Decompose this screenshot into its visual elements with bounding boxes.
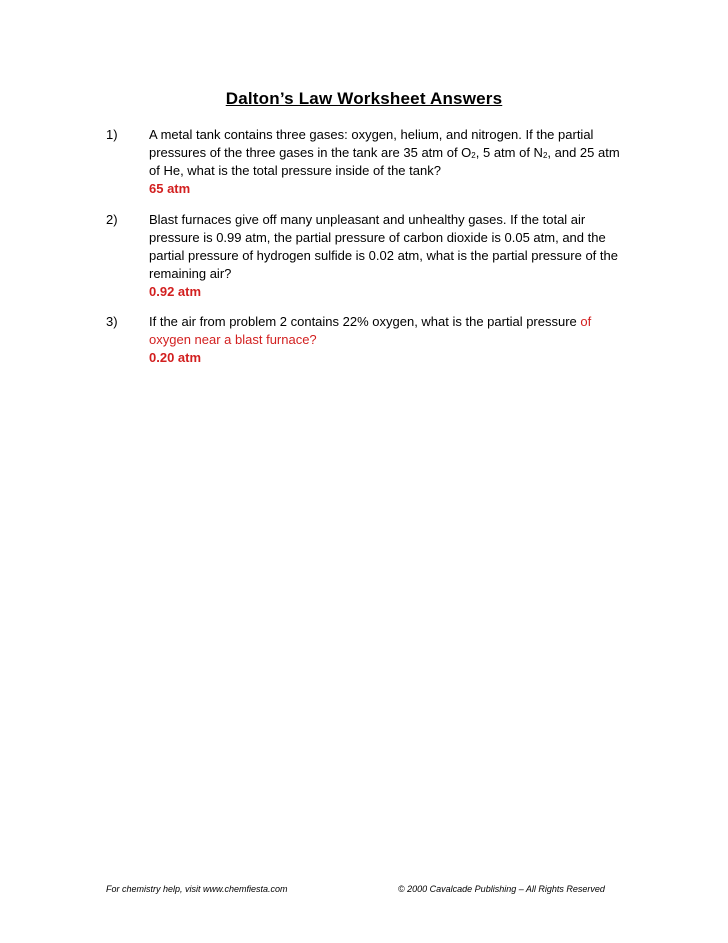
- question-text: [149, 126, 629, 180]
- page-title: Dalton’s Law Worksheet Answers: [225, 89, 503, 108]
- answer: 0.92 atm: [149, 284, 202, 299]
- footer-help-link-text: For chemistry help, visit www.chemfiesta.com: [106, 884, 288, 894]
- question-text-part: , and 25 atm of He, what is the total pressure inside of the tank?: [149, 145, 620, 178]
- answer: 0.20 atm: [149, 350, 202, 365]
- question-text-part: , 5 atm of N: [475, 145, 543, 160]
- question-text-highlighted: of oxygen near a blast furnace?: [149, 314, 592, 347]
- question-text-part: A metal tank contains three gases: oxygen, helium, and nitrogen. If the partial pressures of the three gases in the tank are 35 atm of O: [149, 127, 594, 160]
- question-text: [149, 313, 629, 349]
- question-body: [149, 126, 629, 198]
- question-number: 2): [106, 212, 118, 227]
- question-number: 1): [106, 127, 118, 142]
- question-number: 3): [106, 314, 118, 329]
- subscript: 2: [471, 151, 476, 160]
- question-body: [149, 313, 629, 367]
- answer: 65 atm: [149, 181, 191, 196]
- footer-copyright: © 2000 Cavalcade Publishing – All Rights Reserved: [398, 884, 605, 894]
- question-text-part: If the air from problem 2 contains 22% oxygen, what is the partial pressure: [149, 314, 577, 329]
- question-body: [149, 211, 629, 301]
- question-text: Blast furnaces give off many unpleasant and unhealthy gases. If the total air pressure is 0.99 atm, the partial pressure of carbon dioxide is 0.05 atm, and the partial pressure of hydrogen sulfide is 0.02 atm, what is the partial pressure of the remaining air?: [149, 212, 618, 281]
- subscript: 2: [542, 151, 548, 160]
